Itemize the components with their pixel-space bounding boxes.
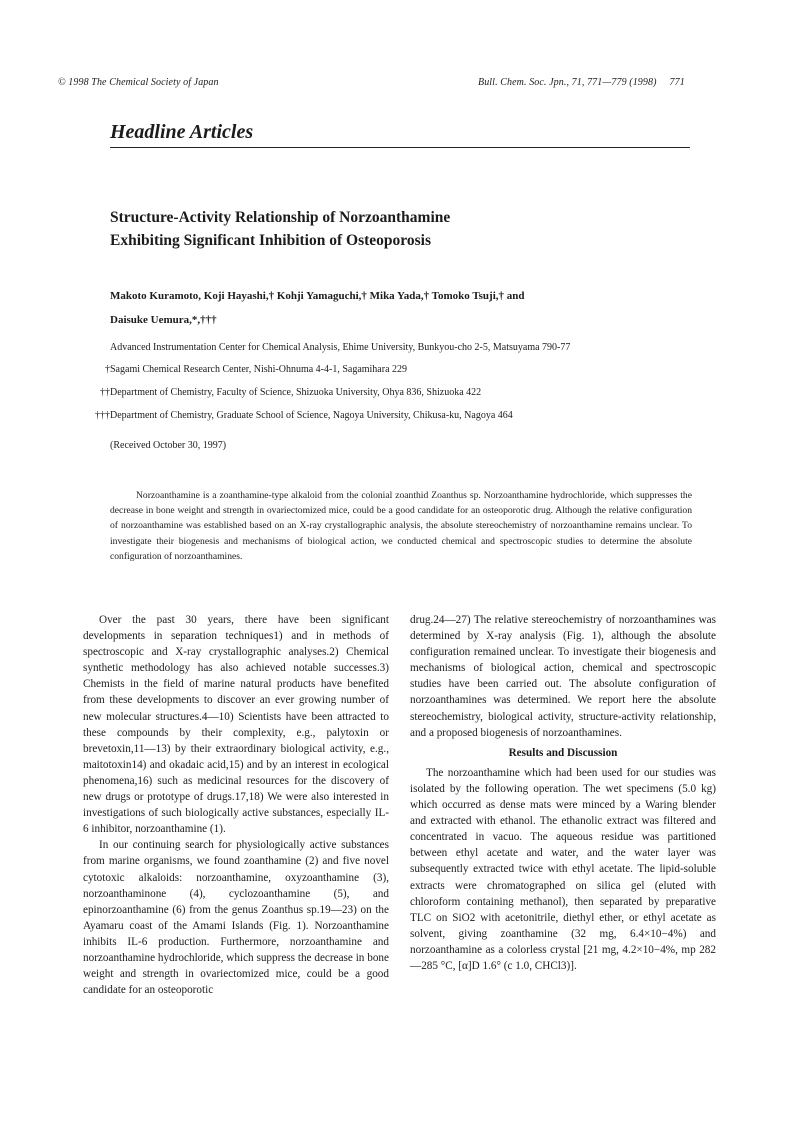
affiliation-mark: ††† bbox=[95, 410, 110, 421]
affiliation-text: Department of Chemistry, Graduate School of Science, Nagoya University, Chikusa-ku, Nagoya 464 bbox=[110, 410, 513, 421]
affiliation-text: Advanced Instrumentation Center for Chemical Analysis, Ehime University, Bunkyou-cho 2-5, Matsuyama 790-77 bbox=[110, 342, 571, 353]
authors-line-1: Makoto Kuramoto, Koji Hayashi,† Kohji Yamaguchi,† Mika Yada,† Tomoko Tsuji,† and bbox=[110, 290, 525, 302]
authors-line-2: Daisuke Uemura,*,††† bbox=[110, 314, 217, 326]
title-line-1: Structure-Activity Relationship of Norzoanthamine bbox=[110, 209, 451, 226]
affiliation-text: Department of Chemistry, Faculty of Science, Shizuoka University, Ohya 836, Shizuoka 422 bbox=[110, 387, 482, 398]
authors bbox=[110, 284, 670, 332]
affiliation-4 bbox=[88, 409, 728, 423]
paragraph: The norzoanthamine which had been used for our studies was isolated by the following operation. The wet specimens (5.0 kg) which occurred as dense mats were minced by a Waring blender and extracted with ethanol. The ethanolic extract was filtered and concentrated in vacuo. The aqueous residue was partitioned between ethyl acetate and water, and the water layer was subsequently extracted twice with ethyl acetate. The lipid-soluble extracts were chromatographed on silica gel (eluted with chloroform containing methanol), then separated by preparative TLC on SiO2 with acetonitrile, diethyl ether, or ethyl acetate as solvent, giving zoanthamine (32 mg, 6.4×10−4%) and norzoanthamine as a colorless crystal [21 mg, 4.2×10−4%, mp 282—285 °C, [α]D 1.6° (c 1.0, CHCl3)]. bbox=[410, 766, 716, 972]
affiliation-2 bbox=[88, 363, 728, 377]
paragraph: In our continuing search for physiologically active substances from marine organisms, we found zoanthamine (2) and five novel cytotoxic alkaloids: norzoanthamine, oxyzoanthamine (3), norzoanthaminone (4), cyclozoanthamine (5), and epinorzoanthamine (6) from the genus Zoanthus sp.19—23) on the Ayamaru coast of the Amami Islands (Fig. 1). Norzoanthamine inhibits IL-6 production. Furthermore, norzoanthamine and norzoanthamine hydrochloride, which suppress the decrease in bone weight and strength in ovariectomized mice, could be a good candidate for an osteoporotic bbox=[83, 839, 389, 997]
section-heading: Results and Discussion bbox=[508, 746, 618, 759]
body-column-right bbox=[410, 612, 716, 974]
affiliation-text: Sagami Chemical Research Center, Nishi-Ohnuma 4-4-1, Sagamihara 229 bbox=[110, 364, 408, 375]
affiliation-mark: † bbox=[105, 364, 110, 375]
paragraph: drug.24—27) The relative stereochemistry of norzoanthamines was determined by X-ray analysis (Fig. 1), although the absolute configuration remained unclear. To investigate their biogenesis and mechanisms of biological action, chemical and spectroscopic studies have been carried out. The absolute configuration of norzoanthamines was determined. We report here the absolute stereochemistry, biological activity, structure-activity relationship, and a proposed biogenesis of norzoanthamines. bbox=[410, 614, 716, 739]
journal-citation: Bull. Chem. Soc. Jpn., 71, 771—779 (1998) 771 bbox=[478, 77, 685, 88]
received-date: (Received October 30, 1997) bbox=[110, 440, 227, 451]
abstract: Norzoanthamine is a zoanthamine-type alkaloid from the colonial zoanthid Zoanthus sp. Norzoanthamine hydrochloride, which suppresses the decrease in bone weight and strength in ovariectomized mice, could be a good candidate for an osteoporotic drug. Although the relative configuration of norzoanthamine was established based on an X-ray crystallographic analysis, the absolute stereochemistry of norzoanthamine remains unclear. To investigate their biogenesis and mechanisms of biological action, we conducted chemical and spectroscopic studies to determine the absolute configuration of norzoanthamines. bbox=[110, 490, 692, 562]
affiliation-3 bbox=[88, 386, 728, 400]
journal-copyright: © 1998 The Chemical Society of Japan bbox=[58, 77, 219, 88]
title-line-2: Exhibiting Significant Inhibition of Osteoporosis bbox=[110, 232, 431, 249]
paragraph: Over the past 30 years, there have been significant developments in separation techniques1) and in methods of spectroscopic and X-ray crystallographic analyses.2) Chemical synthetic methodology has also achieved notable successes.3) Chemists in the field of marine natural products have benefited from these developments to discover an ever growing number of new molecular structures.4—10) Scientists have been attracted to these compounds by their complexity, e.g., palytoxin or brevetoxin,11—13) by their extraordinary biological activity, e.g., maitotoxin14) and okadaic acid,15) and by an interest in ecological phenomena,16) such as medicinal resources for the discovery of new drugs or prototype of drugs.17,18) We were also interested in investigations of such biologically active substances, especially IL-6 inhibitor, norzoanthamine (1). bbox=[83, 614, 389, 836]
affiliation-1 bbox=[88, 341, 728, 355]
body-column-left bbox=[83, 612, 389, 998]
section-rule bbox=[110, 147, 690, 148]
article-title bbox=[110, 206, 670, 252]
section-label: Headline Articles bbox=[110, 121, 254, 143]
affiliation-mark: †† bbox=[100, 387, 110, 398]
